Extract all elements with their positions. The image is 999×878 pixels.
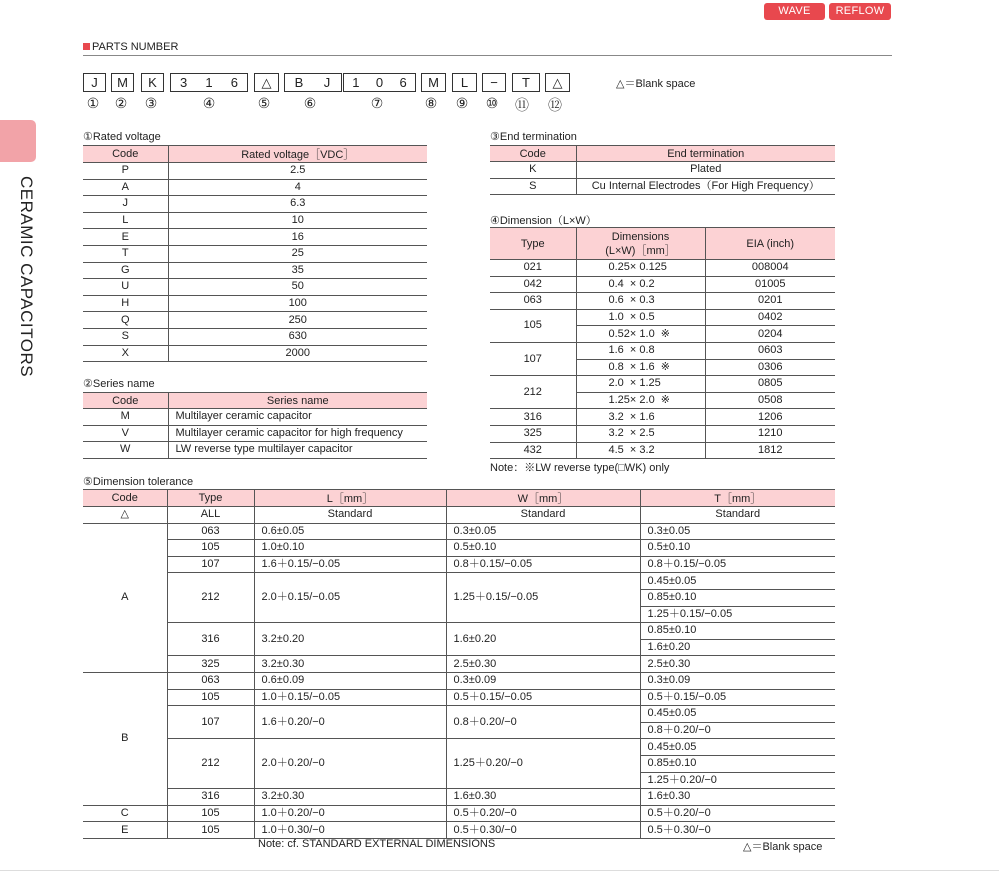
t-cell: 0.5±0.10 xyxy=(640,540,835,557)
table-cell: V xyxy=(83,425,168,442)
dimension-note: Note：※LW reverse type(□WK) only xyxy=(490,462,670,474)
type-cell: 432 xyxy=(490,442,576,459)
w-cell: 0.8＋0.20/−0 xyxy=(446,706,640,739)
dimension-table xyxy=(490,227,835,459)
t-cell: 0.85±0.10 xyxy=(640,755,835,772)
table-row xyxy=(490,293,835,310)
l-cell: 0.6±0.05 xyxy=(254,523,446,540)
position-number: ⑫ xyxy=(548,97,562,113)
position-number: ⑪ xyxy=(515,97,529,113)
side-tab-label: CERAMIC CAPACITORS xyxy=(17,176,36,378)
part-number-box xyxy=(254,73,279,92)
table-row xyxy=(83,805,835,822)
table-cell: Q xyxy=(83,312,168,329)
t-cell: 0.3±0.05 xyxy=(640,523,835,540)
table-row xyxy=(83,822,835,839)
t-cell: 0.85±0.10 xyxy=(640,623,835,640)
blank-space-note: △＝Blank space xyxy=(616,78,696,90)
position-number: ⑩ xyxy=(485,95,499,111)
l-cell: 3.2±0.30 xyxy=(254,656,446,673)
table-cell: G xyxy=(83,262,168,279)
type-cell: 325 xyxy=(490,425,576,442)
page-divider xyxy=(0,870,999,871)
table-row xyxy=(83,425,427,442)
table-cell: Cu Internal Electrodes（For High Frequency） xyxy=(576,178,835,195)
table-cell: 630 xyxy=(168,328,427,345)
part-number-box xyxy=(111,73,134,92)
section-title: PARTS NUMBER xyxy=(92,41,179,53)
part-number-box xyxy=(452,73,477,92)
type-cell: 105 xyxy=(167,822,254,839)
dimension-cell: 4.5 × 3.2 xyxy=(576,442,705,459)
table-cell: S xyxy=(490,178,576,195)
type-cell: 212 xyxy=(490,376,576,409)
w-cell: 0.3±0.05 xyxy=(446,523,640,540)
table-cell: S xyxy=(83,328,168,345)
table-row xyxy=(83,295,427,312)
t-cell: 0.5＋0.15/−0.05 xyxy=(640,689,835,706)
type-cell: 316 xyxy=(490,409,576,426)
l-cell: 1.0＋0.30/−0 xyxy=(254,822,446,839)
table-cell: M xyxy=(83,409,168,426)
table-cell: L xyxy=(83,212,168,229)
table-cell: 100 xyxy=(168,295,427,312)
table-row xyxy=(490,309,835,326)
t-cell: 0.3±0.09 xyxy=(640,672,835,689)
table-cell: 10 xyxy=(168,212,427,229)
t-cell: 0.45±0.05 xyxy=(640,739,835,756)
eia-cell: 0306 xyxy=(705,359,835,376)
part-number-box xyxy=(421,73,446,92)
type-cell: 316 xyxy=(167,623,254,656)
eia-cell: 1210 xyxy=(705,425,835,442)
table-row xyxy=(83,739,835,756)
table-row xyxy=(83,523,835,540)
type-cell: 063 xyxy=(167,672,254,689)
column-header: Type xyxy=(490,228,576,260)
part-number-char: J xyxy=(91,75,98,90)
t-cell: 2.5±0.30 xyxy=(640,656,835,673)
part-number-box xyxy=(482,73,506,92)
w-cell: 0.5＋0.15/−0.05 xyxy=(446,689,640,706)
position-number: ⑤ xyxy=(257,95,271,111)
dimension-cell: 3.2 × 2.5 xyxy=(576,425,705,442)
part-number-char: M xyxy=(428,75,439,90)
part-number-box xyxy=(343,73,416,92)
column-header: Series name xyxy=(168,393,427,409)
column-header: End termination xyxy=(576,146,835,162)
table-row xyxy=(83,409,427,426)
table-row xyxy=(83,540,835,557)
tolerance-note: Note: cf. STANDARD EXTERNAL DIMENSIONS xyxy=(258,838,496,850)
t-cell: 1.6±0.30 xyxy=(640,789,835,806)
column-header: Code xyxy=(490,146,576,162)
part-number-box xyxy=(170,73,248,92)
type-cell: 212 xyxy=(167,573,254,623)
part-number-char: △ xyxy=(261,75,272,90)
table-cell: Multilayer ceramic capacitor for high frequency xyxy=(168,425,427,442)
table-row xyxy=(83,179,427,196)
dimensions-label: Dimensions xyxy=(611,230,670,243)
table-cell: Multilayer ceramic capacitor xyxy=(168,409,427,426)
l-cell: 1.0＋0.20/−0 xyxy=(254,805,446,822)
w-cell: 0.3±0.09 xyxy=(446,672,640,689)
table-row xyxy=(83,262,427,279)
w-cell: 1.6±0.20 xyxy=(446,623,640,656)
part-number-box xyxy=(512,73,540,92)
table-cell: T xyxy=(83,245,168,262)
l-cell: 0.6±0.09 xyxy=(254,672,446,689)
part-number-char: 6 xyxy=(230,75,238,90)
t-cell: 0.45±0.05 xyxy=(640,573,835,590)
table-row xyxy=(490,409,835,426)
table-row xyxy=(83,706,835,723)
w-cell: 0.8＋0.15/−0.05 xyxy=(446,556,640,573)
position-number: ② xyxy=(114,95,128,111)
table-row xyxy=(83,507,835,524)
part-number-box xyxy=(141,73,164,92)
code-cell: A xyxy=(83,523,167,672)
table-cell: Standard xyxy=(254,507,446,524)
position-number: ④ xyxy=(202,95,216,111)
l-cell: 3.2±0.30 xyxy=(254,789,446,806)
table-row xyxy=(490,342,835,359)
series-name-title: ②Series name xyxy=(83,378,155,390)
eia-cell: 0201 xyxy=(705,293,835,310)
part-number-char: B xyxy=(294,75,304,90)
l-cell: 2.0＋0.20/−0 xyxy=(254,739,446,789)
type-cell: 063 xyxy=(490,293,576,310)
table-row xyxy=(83,689,835,706)
reflow-button[interactable]: REFLOW xyxy=(829,3,891,20)
position-number: ③ xyxy=(144,95,158,111)
table-cell: LW reverse type multilayer capacitor xyxy=(168,442,427,459)
type-cell: 105 xyxy=(167,689,254,706)
t-cell: 1.6±0.20 xyxy=(640,639,835,656)
square-bullet-icon xyxy=(83,43,90,50)
column-header: EIA (inch) xyxy=(705,228,835,260)
table-row xyxy=(83,656,835,673)
type-cell: 316 xyxy=(167,789,254,806)
table-row xyxy=(490,178,835,195)
column-header: Code xyxy=(83,490,167,507)
t-cell: 0.85±0.10 xyxy=(640,589,835,606)
table-cell: Standard xyxy=(640,507,835,524)
dimension-cell: 0.25× 0.125 xyxy=(576,260,705,277)
table-cell: U xyxy=(83,279,168,296)
column-header xyxy=(576,228,705,260)
eia-cell: 0805 xyxy=(705,376,835,393)
table-row xyxy=(83,212,427,229)
rated-voltage-table xyxy=(83,145,427,362)
type-cell: 042 xyxy=(490,276,576,293)
w-cell: 2.5±0.30 xyxy=(446,656,640,673)
table-cell: △ xyxy=(83,507,167,524)
table-row xyxy=(83,196,427,213)
table-cell: 250 xyxy=(168,312,427,329)
dimension-cell: 1.0 × 0.5 xyxy=(576,309,705,326)
end-termination-table xyxy=(490,145,835,195)
type-cell: 105 xyxy=(167,540,254,557)
l-cell: 2.0＋0.15/−0.05 xyxy=(254,573,446,623)
table-cell: 4 xyxy=(168,179,427,196)
dimension-title: ④Dimension（L×W） xyxy=(490,215,597,227)
dimension-cell: 3.2 × 1.6 xyxy=(576,409,705,426)
type-cell: 105 xyxy=(167,805,254,822)
table-cell: A xyxy=(83,179,168,196)
t-cell: 0.5＋0.20/−0 xyxy=(640,805,835,822)
table-cell: H xyxy=(83,295,168,312)
eia-cell: 008004 xyxy=(705,260,835,277)
column-header: L［mm］ xyxy=(254,490,446,507)
tolerance-title: ⑤Dimension tolerance xyxy=(83,476,194,488)
dimension-cell: 2.0 × 1.25 xyxy=(576,376,705,393)
tolerance-table xyxy=(83,489,835,839)
part-number-char: T xyxy=(522,75,530,90)
table-row xyxy=(490,162,835,179)
part-number-box xyxy=(545,73,570,92)
series-name-table xyxy=(83,392,427,459)
part-number-char: 1 xyxy=(352,75,360,90)
table-cell: 35 xyxy=(168,262,427,279)
part-number-char: △ xyxy=(552,75,563,90)
l-cell: 1.0＋0.15/−0.05 xyxy=(254,689,446,706)
table-row xyxy=(83,328,427,345)
wave-button[interactable]: WAVE xyxy=(764,3,825,20)
t-cell: 1.25＋0.20/−0 xyxy=(640,772,835,789)
table-cell: 16 xyxy=(168,229,427,246)
l-cell: 1.6＋0.20/−0 xyxy=(254,706,446,739)
l-cell: 1.0±0.10 xyxy=(254,540,446,557)
part-number-char: J xyxy=(323,75,331,90)
table-cell: ALL xyxy=(167,507,254,524)
table-row xyxy=(490,276,835,293)
position-number: ⑥ xyxy=(303,95,317,111)
l-cell: 3.2±0.20 xyxy=(254,623,446,656)
dimension-cell: 0.52× 1.0 ※ xyxy=(576,326,705,343)
table-cell: X xyxy=(83,345,168,362)
l-cell: 1.6＋0.15/−0.05 xyxy=(254,556,446,573)
side-tab[interactable] xyxy=(0,120,36,162)
code-cell: B xyxy=(83,672,167,805)
position-number: ⑨ xyxy=(455,95,469,111)
table-cell: K xyxy=(490,162,576,179)
column-header: W［mm］ xyxy=(446,490,640,507)
table-row xyxy=(83,279,427,296)
type-cell: 107 xyxy=(490,342,576,375)
part-number-box xyxy=(83,73,106,92)
section-header xyxy=(83,41,892,56)
dimensions-unit: (L×W)［mm］ xyxy=(605,244,676,257)
table-cell: J xyxy=(83,196,168,213)
table-row xyxy=(83,556,835,573)
type-cell: 107 xyxy=(167,556,254,573)
table-cell: P xyxy=(83,163,168,180)
column-header: Code xyxy=(83,146,168,163)
part-number-char: K xyxy=(148,75,157,90)
part-number-char: L xyxy=(460,75,469,90)
table-row xyxy=(83,623,835,640)
table-row xyxy=(83,672,835,689)
eia-cell: 1206 xyxy=(705,409,835,426)
eia-cell: 0508 xyxy=(705,392,835,409)
code-cell: C xyxy=(83,805,167,822)
table-cell: Plated xyxy=(576,162,835,179)
type-cell: 063 xyxy=(167,523,254,540)
w-cell: 0.5±0.10 xyxy=(446,540,640,557)
dimension-cell: 0.4 × 0.2 xyxy=(576,276,705,293)
eia-cell: 1812 xyxy=(705,442,835,459)
table-row xyxy=(83,345,427,362)
part-number-char: 1 xyxy=(205,75,213,90)
table-row xyxy=(83,442,427,459)
rated-voltage-title: ①Rated voltage xyxy=(83,131,161,143)
t-cell: 0.8＋0.20/−0 xyxy=(640,722,835,739)
table-cell: 25 xyxy=(168,245,427,262)
dimension-cell: 0.8 × 1.6 ※ xyxy=(576,359,705,376)
w-cell: 0.5＋0.30/−0 xyxy=(446,822,640,839)
position-number: ① xyxy=(86,95,100,111)
table-cell: Standard xyxy=(446,507,640,524)
tolerance-blank-note: △＝Blank space xyxy=(743,841,823,853)
column-header: Code xyxy=(83,393,168,409)
table-cell: W xyxy=(83,442,168,459)
position-number: ⑧ xyxy=(424,95,438,111)
column-header: Rated voltage［VDC］ xyxy=(168,146,427,163)
t-cell: 0.8＋0.15/−0.05 xyxy=(640,556,835,573)
table-row xyxy=(490,260,835,277)
t-cell: 0.45±0.05 xyxy=(640,706,835,723)
dimension-cell: 1.25× 2.0 ※ xyxy=(576,392,705,409)
table-row xyxy=(83,163,427,180)
table-cell: E xyxy=(83,229,168,246)
eia-cell: 01005 xyxy=(705,276,835,293)
part-number-box xyxy=(284,73,342,92)
part-number-char: 3 xyxy=(180,75,188,90)
table-row xyxy=(490,442,835,459)
table-row xyxy=(83,312,427,329)
w-cell: 1.25＋0.15/−0.05 xyxy=(446,573,640,623)
part-number-char: 0 xyxy=(375,75,384,90)
table-row xyxy=(83,573,835,590)
type-cell: 325 xyxy=(167,656,254,673)
type-cell: 212 xyxy=(167,739,254,789)
table-row xyxy=(83,789,835,806)
type-cell: 107 xyxy=(167,706,254,739)
table-row xyxy=(83,229,427,246)
w-cell: 1.6±0.30 xyxy=(446,789,640,806)
table-cell: 2.5 xyxy=(168,163,427,180)
table-cell: 6.3 xyxy=(168,196,427,213)
w-cell: 0.5＋0.20/−0 xyxy=(446,805,640,822)
end-termination-title: ③End termination xyxy=(490,131,577,143)
eia-cell: 0603 xyxy=(705,342,835,359)
part-number-char: − xyxy=(490,75,498,90)
part-number-char: 6 xyxy=(399,75,407,90)
dimension-cell: 1.6 × 0.8 xyxy=(576,342,705,359)
table-cell: 50 xyxy=(168,279,427,296)
t-cell: 1.25＋0.15/−0.05 xyxy=(640,606,835,623)
w-cell: 1.25＋0.20/−0 xyxy=(446,739,640,789)
column-header: T［mm］ xyxy=(640,490,835,507)
part-number-char: M xyxy=(117,75,128,90)
table-cell: 2000 xyxy=(168,345,427,362)
dimension-cell: 0.6 × 0.3 xyxy=(576,293,705,310)
eia-cell: 0204 xyxy=(705,326,835,343)
table-row xyxy=(490,376,835,393)
table-row xyxy=(490,425,835,442)
eia-cell: 0402 xyxy=(705,309,835,326)
position-number: ⑦ xyxy=(370,95,384,111)
type-cell: 021 xyxy=(490,260,576,277)
type-cell: 105 xyxy=(490,309,576,342)
t-cell: 0.5＋0.30/−0 xyxy=(640,822,835,839)
code-cell: E xyxy=(83,822,167,839)
table-row xyxy=(83,245,427,262)
column-header: Type xyxy=(167,490,254,507)
